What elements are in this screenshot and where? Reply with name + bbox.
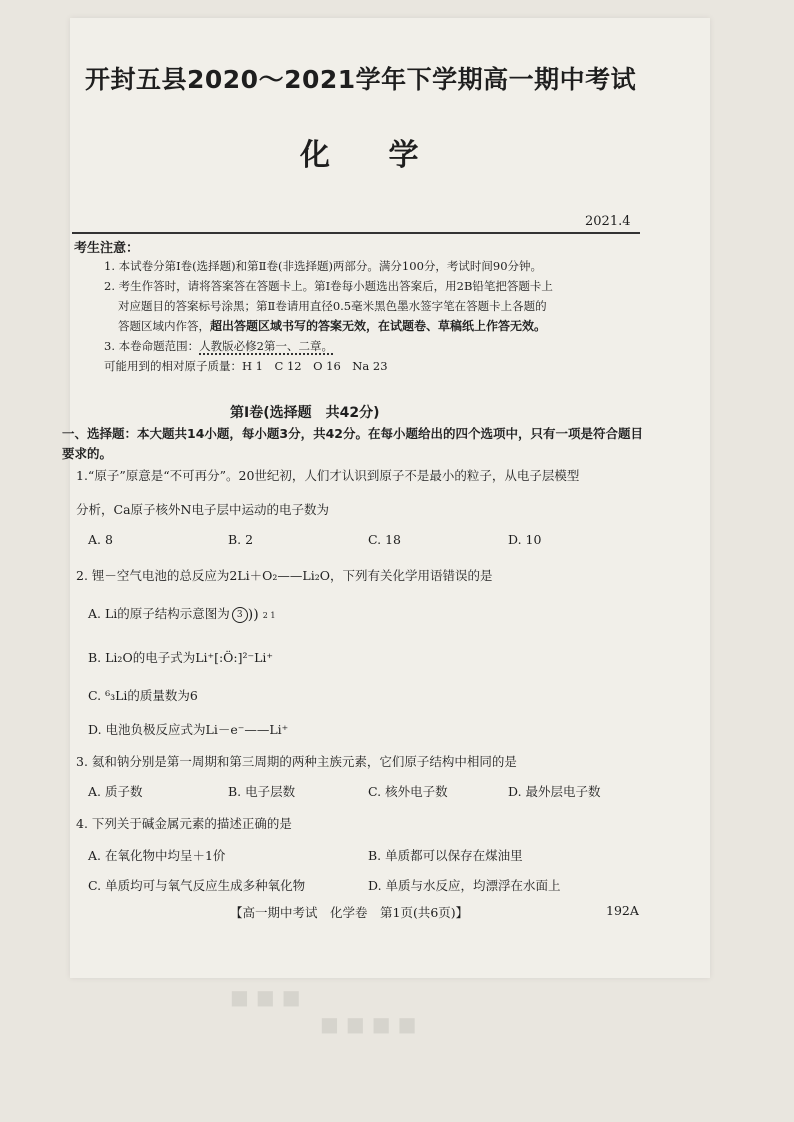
notice-item-2a: 2. 考生作答时，请将答案答在答题卡上。第Ⅰ卷每小题选出答案后，用2B铅笔把答题卡上 bbox=[104, 279, 553, 293]
question-2-stem: 2. 锂－空气电池的总反应为2Li＋O₂——Li₂O，下列有关化学用语错误的是 bbox=[76, 568, 493, 583]
exam-title: 开封五县2020～2021学年下学期高一期中考试 bbox=[85, 65, 637, 94]
question-1-stem-a: 1.“原子”原意是“不可再分”。20世纪初，人们才认识到原子不是最小的粒子，从电子层模型 bbox=[76, 468, 580, 483]
question-1-option-b: B. 2 bbox=[228, 532, 254, 547]
part1-heading: 第Ⅰ卷(选择题 共42分) bbox=[230, 405, 380, 421]
question-3-option-b: B. 电子层数 bbox=[228, 784, 296, 799]
question-4-stem: 4. 下列关于碱金属元素的描述正确的是 bbox=[76, 816, 292, 831]
page-footer: 【高一期中考试 化学卷 第1页(共6页)】 bbox=[230, 905, 469, 920]
question-4-option-c: C. 单质均可与氧气反应生成多种氧化物 bbox=[88, 878, 306, 893]
electron-shells-2: ) bbox=[253, 606, 259, 623]
question-3-option-d: D. 最外层电子数 bbox=[508, 784, 601, 799]
question-4-option-d: D. 单质与水反应，均漂浮在水面上 bbox=[368, 878, 561, 893]
notice-item-3-text: 3. 本卷命题范围： bbox=[104, 339, 200, 353]
question-1-stem-b: 分析，Ca原子核外N电子层中运动的电子数为 bbox=[76, 502, 329, 517]
notice-scope: 人教版必修2第一、二章。 bbox=[199, 339, 333, 353]
notice-heading: 考生注意： bbox=[74, 241, 140, 256]
atom-nucleus: 3 bbox=[232, 607, 248, 623]
question-2-option-c: C. ⁶₃Li的质量数为6 bbox=[88, 688, 198, 703]
notice-item-2b: 对应题目的答案标号涂黑；第Ⅱ卷请用直径0.5毫米黑色墨水签字笔在答题卡上各题的 bbox=[118, 299, 547, 313]
question-3-option-c: C. 核外电子数 bbox=[368, 784, 448, 799]
notice-item-1: 1. 本试卷分第Ⅰ卷(选择题)和第Ⅱ卷(非选择题)两部分。满分100分，考试时间90分钟。 bbox=[104, 259, 543, 273]
show-through-mark: ■ ■ ■ bbox=[230, 985, 301, 1009]
notice-warning: 超出答题区域书写的答案无效，在试题卷、草稿纸上作答无效。 bbox=[210, 319, 547, 333]
paper-code: 192A bbox=[606, 903, 639, 918]
exam-date: 2021.4 bbox=[585, 214, 631, 229]
electron-shells: ) bbox=[247, 606, 254, 623]
notice-item-3 bbox=[104, 336, 644, 356]
question-3-stem: 3. 氦和钠分别是第一周期和第三周期的两种主族元素，它们原子结构中相同的是 bbox=[76, 754, 517, 769]
question-4-option-b: B. 单质都可以保存在煤油里 bbox=[368, 848, 523, 863]
question-4-option-a: A. 在氧化物中均呈＋1价 bbox=[88, 848, 226, 863]
question-1-option-a: A. 8 bbox=[88, 532, 113, 547]
notice-item-4: 可能用到的相对原子质量：H 1 C 12 O 16 Na 23 bbox=[104, 359, 388, 373]
question-2-option-b: B. Li₂O的电子式为Li⁺[:Ö:]²⁻Li⁺ bbox=[88, 650, 274, 665]
question-2-option-a-text: A. Li的原子结构示意图为 bbox=[88, 606, 230, 621]
question-1-option-c: C. 18 bbox=[368, 532, 401, 547]
subject-title: 化 学 bbox=[300, 138, 443, 173]
shell-electron-counts: 2 1 bbox=[262, 611, 276, 620]
show-through-mark: ■ ■ ■ ■ bbox=[320, 1012, 417, 1036]
notice-item-2c-text: 答题区域内作答， bbox=[118, 319, 210, 333]
header-rule bbox=[72, 232, 640, 234]
question-1-option-d: D. 10 bbox=[508, 532, 542, 547]
part1-instruction: 一、选择题：本大题共14小题，每小题3分，共42分。在每小题给出的四个选项中，只有一项是符合题目要求的。 bbox=[62, 426, 643, 461]
question-2-option-d: D. 电池负极反应式为Li－e⁻——Li⁺ bbox=[88, 722, 289, 737]
question-3-option-a: A. 质子数 bbox=[88, 784, 143, 799]
question-2-option-a bbox=[88, 604, 275, 623]
notice-item-2c bbox=[118, 316, 658, 336]
